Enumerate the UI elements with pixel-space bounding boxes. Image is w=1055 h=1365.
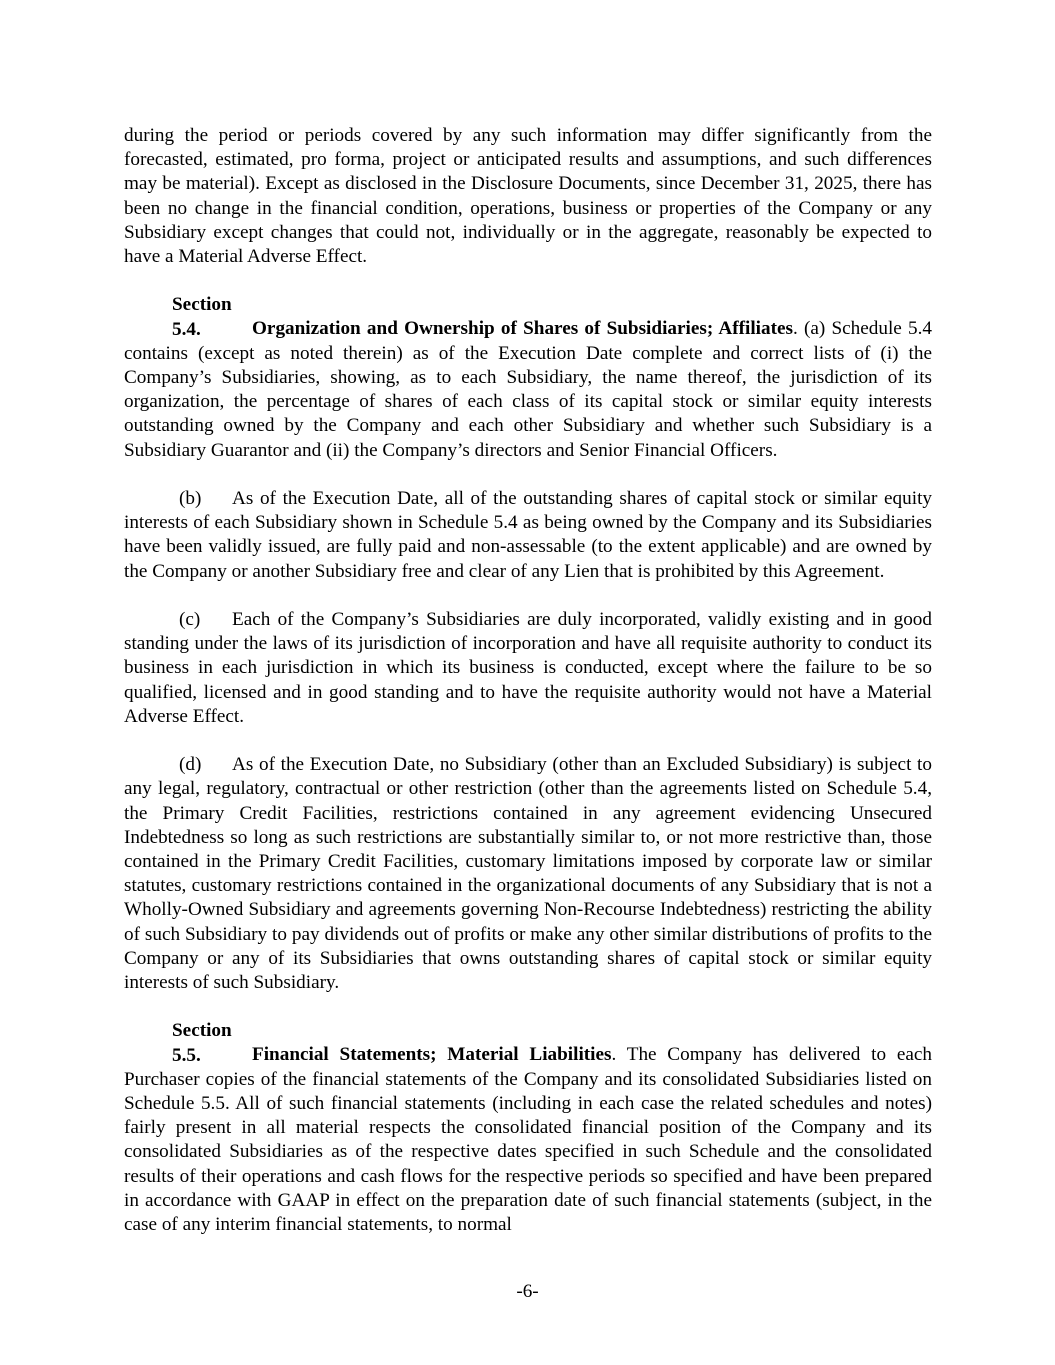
section-body: The Company has delivered to each Purchaser copies of the financial statements of the Company and its consolidated Subsidiaries listed on Schedule 5.5. All of such financial statements (including in each case the related schedules and notes) fairly present in all material respects the consolidated financial position of the Company and its consolidated Subsidiaries as of the respective dates specified in such Schedule and the consolidated results of their operations and cash flows for the respective periods so specified and have been prepared in accordance with GAAP in effect on the preparation date of such financial statements (subject, in the case of any interim financial statements, to normal <box>124 1044 932 1236</box>
section-number: Section 5.4. <box>172 294 232 340</box>
section-title-period: . <box>792 318 798 340</box>
document-page <box>124 124 932 1261</box>
subsection-c <box>124 608 932 729</box>
subsection-body: As of the Execution Date, all of the outstanding shares of capital stock or similar equity interests of each Subsidiary shown in Schedule 5.4 as being owned by the Company and its Subsidiaries have been validly issued, are fully paid and non-assessable (to the extent applicable) and are owned by the Company or another Subsidiary free and clear of any Lien that is prohibited by this Agreement. <box>124 488 932 582</box>
subsection-label: (d) <box>179 754 202 776</box>
subsection-b <box>124 487 932 584</box>
section-title: Organization and Ownership of Shares of Subsidiaries; Affiliates <box>252 318 793 340</box>
section-5-4 <box>124 293 932 462</box>
subsection-label: (b) <box>179 488 202 510</box>
paragraph-continuation: during the period or periods covered by any such information may differ significantly from the forecasted, estimated, pro forma, project or anticipated results and assumptions, and such differences may be material). Except as disclosed in the Disclosure Documents, since December 31, 2025, there has been no change in the financial condition, operations, business or properties of the Company or any Subsidiary except changes that could not, individually or in the aggregate, reasonably be expected to have a Material Adverse Effect. <box>124 125 932 268</box>
section-title-period: . <box>611 1044 617 1066</box>
section-title: Financial Statements; Material Liabilities <box>252 1044 612 1066</box>
subsection-body: As of the Execution Date, no Subsidiary (other than an Excluded Subsidiary) is subject to any legal, regulatory, contractual or other restriction (other than the agreements listed on Schedule 5.4, the Primary Credit Facilities, restrictions contained in any agreement evidencing Unsecured Indebtedness so long as such restrictions are substantially similar to, or not more restrictive than, those contained in the Primary Credit Facilities, customary limitations imposed by corporate law or similar statutes, customary restrictions contained in the organizational documents of any Subsidiary that is not a Wholly-Owned Subsidiary and agreements governing Non-Recourse Indebtedness) restricting the ability of such Subsidiary to pay dividends out of profits or make any other similar distributions of profits to the Company or any of its Subsidiaries that owns outstanding shares of capital stock or similar equity interests of such Subsidiary. <box>124 754 932 994</box>
section-number: Section 5.5. <box>172 1020 232 1066</box>
page-number: -6- <box>516 1281 539 1302</box>
section-body: (a) Schedule 5.4 contains (except as noted therein) as of the Execution Date complete and correct lists of (i) the Company’s Subsidiaries, showing, as to each Subsidiary, the name thereof, the jurisdiction of its organization, the percentage of shares of each class of its capital stock or similar equity interests outstanding owned by the Company and each other Subsidiary and whether such Subsidiary is a Subsidiary Guarantor and (ii) the Company’s directors and Senior Financial Officers. <box>124 318 932 461</box>
section-5-5 <box>124 1019 932 1237</box>
subsection-label: (c) <box>179 609 201 631</box>
subsection-d <box>124 753 932 995</box>
subsection-body: Each of the Company’s Subsidiaries are duly incorporated, validly existing and in good standing under the laws of its jurisdiction of incorporation and have all requisite authority to conduct its business in each jurisdiction in which its business is conducted, except where the failure to be so qualified, licensed and in good standing and to have the requisite authority would not have a Material Adverse Effect. <box>124 609 932 727</box>
